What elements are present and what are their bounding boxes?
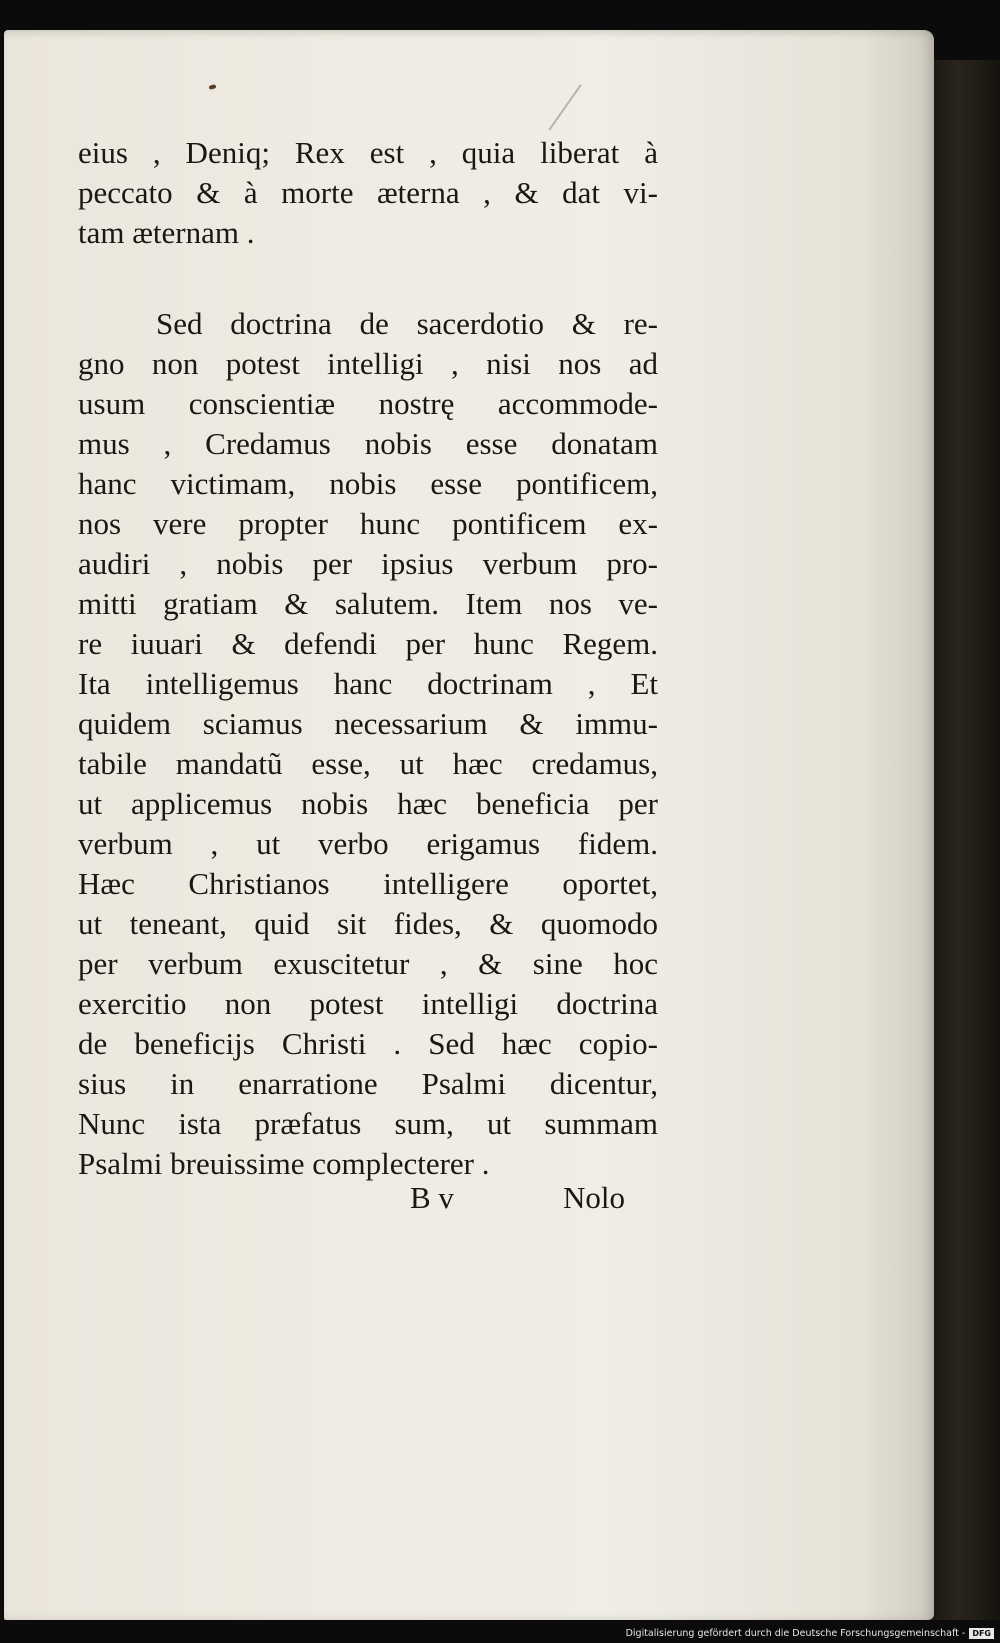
text-line: Nunc ista præfatus sum, ut summam — [78, 1106, 658, 1141]
dfg-logo-badge: DFG — [969, 1628, 994, 1639]
text-line: de beneficijs Christi . Sed hæc copio- — [78, 1026, 658, 1061]
catchword: Nolo — [563, 1180, 625, 1215]
text-line: peccato & à morte æterna , & dat vi- — [78, 175, 658, 210]
text-line: Ita intelligemus hanc doctrinam , Et — [78, 666, 658, 701]
credit-text: Digitalisierung gefördert durch die Deutsche Forschungsgemeinschaft - — [625, 1628, 966, 1639]
text-line: gno non potest intelligi , nisi nos ad — [78, 346, 658, 381]
text-line: usum conscientiæ nostrę accommode- — [78, 386, 658, 421]
text-line: hanc victimam, nobis esse pontificem, — [78, 466, 658, 501]
text-line: ut teneant, quid sit fides, & quomodo — [78, 906, 658, 941]
paragraph-gap — [78, 253, 658, 304]
ink-spot — [209, 84, 217, 90]
page-text — [78, 133, 658, 1184]
text-line: audiri , nobis per ipsius verbum pro- — [78, 546, 658, 581]
text-line: exercitio non potest intelligi doctrina — [78, 986, 658, 1021]
text-line: eius , Deniq; Rex est , quia liberat à — [78, 135, 658, 170]
text-line: quidem sciamus necessarium & immu- — [78, 706, 658, 741]
signature-mark: B v — [410, 1180, 454, 1215]
text-line: Sed doctrina de sacerdotio & re- — [156, 306, 658, 341]
text-line: per verbum exuscitetur , & sine hoc — [78, 946, 658, 981]
text-line: Hæc Christianos intelligere oportet, — [78, 866, 658, 901]
text-line: tam æternam . — [78, 215, 255, 250]
paper-scratch — [548, 84, 581, 130]
text-line: Psalmi breuissime complecterer . — [78, 1146, 490, 1181]
text-line: nos vere propter hunc pontificem ex- — [78, 506, 658, 541]
text-line: mus , Credamus nobis esse donatam — [78, 426, 658, 461]
text-line: ut applicemus nobis hæc beneficia per — [78, 786, 658, 821]
text-line: verbum , ut verbo erigamus fidem. — [78, 826, 658, 861]
adjacent-page-edge — [930, 60, 1000, 1620]
text-line: mitti gratiam & salutem. Item nos ve- — [78, 586, 658, 621]
text-line: sius in enarratione Psalmi dicentur, — [78, 1066, 658, 1101]
text-line: tabile mandatũ esse, ut hæc credamus, — [78, 746, 658, 781]
text-line: re iuuari & defendi per hunc Regem. — [78, 626, 658, 661]
digitization-credit — [626, 1628, 994, 1639]
